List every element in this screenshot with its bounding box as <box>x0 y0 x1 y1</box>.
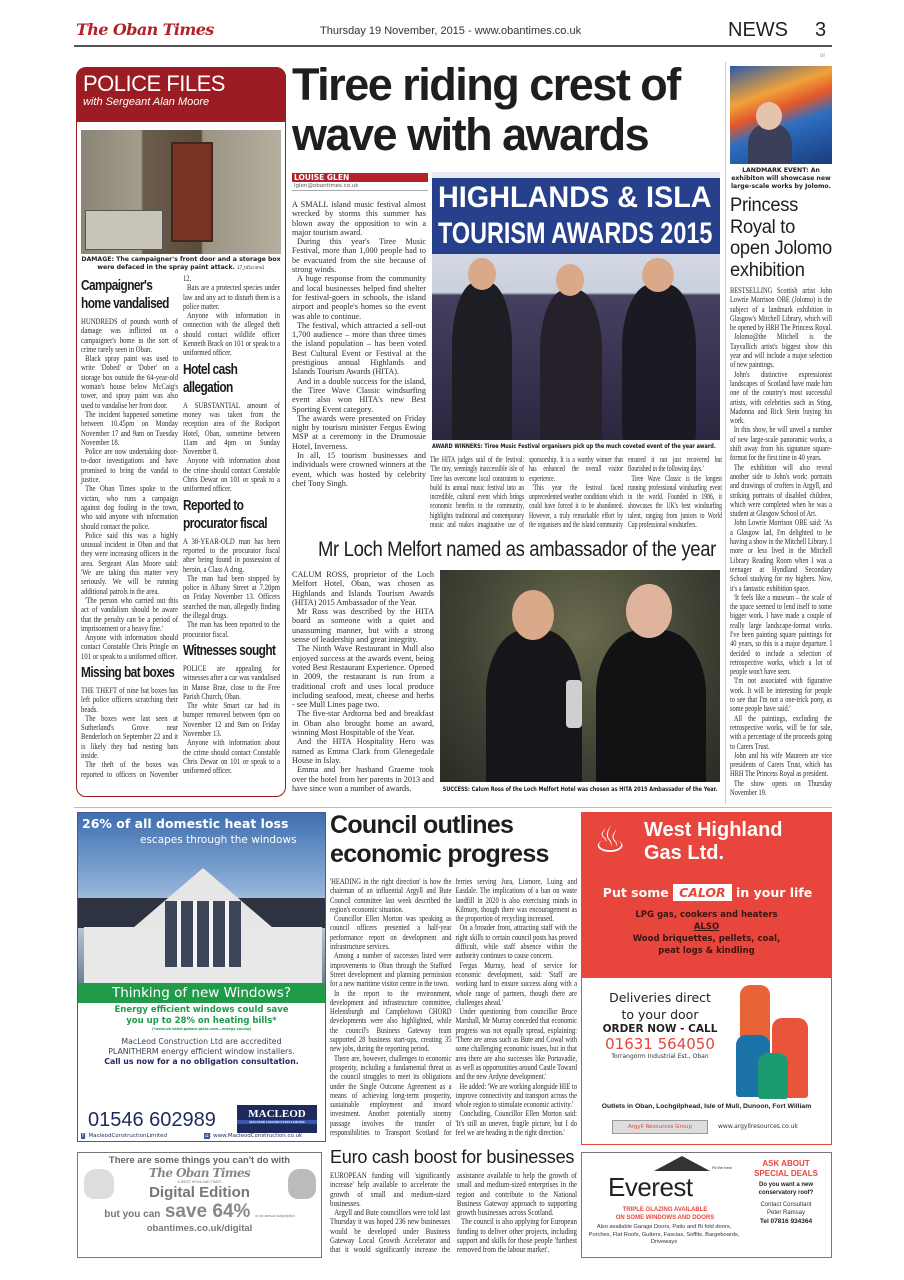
paragraph: 'HEADING in the right direction' is how the chairman of an influential Argyll and Bute Council committee last week described the region's economic situation. <box>330 877 452 914</box>
dateline: Thursday 19 November, 2015 - www.obantimes.co.uk <box>320 25 582 37</box>
presenter-figure <box>596 630 706 782</box>
gas-ad-top <box>582 813 831 978</box>
melfort-text-box <box>292 570 434 804</box>
website-text: : www.MacleodConstruction.co.uk <box>209 1133 303 1139</box>
police-files-banner <box>77 68 285 122</box>
paragraph: Police are now undertaking door-to-door investigations and have promised to bring the vandal to justice. <box>81 447 179 485</box>
product-line: LPG gas, cookers and heaters <box>635 910 778 920</box>
award-trophy <box>566 680 582 728</box>
police-files-title: POLICE FILES <box>83 71 225 96</box>
paragraph: He added: 'We are working alongside HIE to improve connectivity and transport across the whole region to stimulate economic activity.' <box>455 1081 577 1110</box>
gas-website[interactable]: www.argyllresources.co.uk <box>718 1123 798 1130</box>
jolomo-caption-box <box>730 167 832 192</box>
heat-loss-line2-box <box>140 834 322 848</box>
argyll-resources-logo: Argyll Resources Group <box>612 1120 708 1134</box>
order-now: ORDER NOW - CALL <box>602 1023 718 1035</box>
claim-source: (*www.uk-saint-gobain-glass.com—energy saving) <box>151 1027 252 1031</box>
tiree-award-photo <box>432 172 720 440</box>
vandalised-door-photo <box>81 130 281 254</box>
paragraph: Under questioning from councillor Bruce Marshall, Mr Murray conceded that economic progress was not equally spread, explaining: 'There are areas such as Bute and Cowal with some challenging economic issues, but in that area there are also successes like Portavadie, as well as opportunities around Castle Toward and the new Ardyne development.' <box>455 1007 577 1082</box>
ad-claim <box>78 1005 325 1032</box>
backdrop-line-box <box>438 216 714 252</box>
front-door <box>171 142 213 242</box>
paragraph: Among a number of successes listed were improvements to Oban through the Stafford Street development and planning permission for a new maritime visitor centre in the town. <box>330 951 452 989</box>
paragraph: In this show, he will unveil a number of new large-scale panoramic works, a shift away from his signature square-format for the first time in 40 years. <box>730 425 832 463</box>
paragraph: Emma and her husband Graeme took over the hotel from her parents in 2013 and have since won a number of awards. <box>292 765 434 793</box>
digital-save-row <box>78 1201 321 1223</box>
backdrop-line: TOURISM AWARDS 2015 <box>438 217 713 250</box>
deals-line: ASK ABOUT <box>762 1159 810 1168</box>
paragraph: The festival, which attracted a sell-out 1,700 audience – more than three times the island population – has been voted Best Cultural Event or Festival at the prestigious annual Highlands and Islands Tourism Awards (HITA). <box>292 320 426 377</box>
paragraph: There are, however, challenges to economic prosperity, including a fundamental threat as the council struggles to meet its obligations under the Single Outcome Agreement as a means of achieving long-term prosperity, sustainable employment and inward investment. Another potentially stormy passage involves the transfer of responsibilities to Transport Scotland for ferries serving Jura, Lismore, Luing and Easdale. The implications of a ban on waste landfill in 2020 is also exercising minds in Kilmory, though there was encouragement as the proportion of recycling increased. <box>330 877 577 1138</box>
masthead-logo: The Oban Times <box>76 20 214 39</box>
paragraph: The theft of the boxes was reported to officers on November 12. <box>81 274 192 779</box>
person-head <box>556 264 584 296</box>
calor-logo: CALOR <box>673 884 732 901</box>
gas-outlets-box <box>585 1103 828 1113</box>
paragraph: In the report to the environment, development and infrastructure committee, Helensburgh and Campbeltown CHORD developments were also highlighted, while the council's Business Gateway team supported 28 business start-ups, creating 35 new jobs, during the reporting period. <box>330 988 452 1054</box>
gas-outlets: Outlets in Oban, Lochgilphead, Isle of Mull, Dunoon, Fort William <box>601 1103 812 1110</box>
paragraph: Jolomo@the Mitchell is the Tayvallich artist's biggest show this year and will include a major selection of new paintings. <box>730 332 832 370</box>
paragraph: Mr Ross was described by the HITA board as someone with a quiet and unassuming manner, but with a strong sense of leadership and great integrity. <box>292 607 434 645</box>
council-text <box>330 877 577 1143</box>
paragraph: The Ninth Wave Restaurant in Mull also enjoyed success at the awards event, being voted Best Restaurant Experience. Opened in 2009, the restaurant is run from a traditional croft and uses local produce including seafood, meat, cheese and herbs - see Mull Lines page two. <box>292 644 434 710</box>
paragraph: The awards were presented on Friday night by tourism minister Fergus Ewing MSP at a ceremony in the Drumossie Hotel, Inverness. <box>292 413 426 451</box>
everest-tagline: Fit the best <box>712 1165 732 1170</box>
paragraph: Anyone with information about the crime should contact Constable Chris Dewar on 101 or speak to a uniformed officer. <box>182 738 280 776</box>
tiree-continued-box <box>430 455 722 531</box>
paragraph: John Lowrie Morrison OBE said: 'As a Glasgow lad, I'm delighted to be having a show in the Mitchell Library. I more or less lived in the Mitchell Library Reading Room when I was a teenager at Hyndland Secondary School studying for my highers. Now, it's a fantastic exhibition space. <box>730 518 832 593</box>
byline <box>292 173 428 191</box>
jolomo-text <box>730 286 832 797</box>
paragraph: EUROPEAN funding will 'significantly increase' help available to accelerate the growth of small and medium-sized businesses. <box>330 1171 451 1208</box>
calor-line-box <box>590 885 825 903</box>
heat-loss-line2: escapes through the windows <box>140 834 297 846</box>
artist-figure <box>748 124 792 164</box>
paragraph: In all, 15 tourism businesses and individuals were crowned winners at the event, which was hosted by celebrity chef Tony Singh. <box>292 451 426 488</box>
glazing-line: TRIPLE GLAZING AVAILABLE <box>622 1207 708 1213</box>
website-link[interactable] <box>204 1133 302 1139</box>
claim-line: Energy efficient windows could save <box>114 1005 289 1015</box>
paragraph: The exhibition will also reveal another side to John's work: portraits and drawings of crofters in Argyll, and striking portraits of disabled children, which were completed when he was a student at Glasgow School of Art. <box>730 462 832 519</box>
council-headline: Council outlines economic progress <box>330 811 549 868</box>
cta-box <box>78 1057 325 1067</box>
jolomo-photo-caption: LANDMARK EVENT: An exhibiton will showcase new large-scale works by Jolomo. <box>730 167 832 190</box>
heat-loss-line1: 26% of all domestic heat loss <box>82 816 289 831</box>
paragraph: Argyll and Bute councillors were told last Thursday it was hoped 236 new businesses would be developed under Business Gateway Local Growth Accelerator and that it would significantly increase the assistance available to help the growth of small and medium-sized enterprises in the region and contribute to the National Business Gateway approach to supporting growth businesses across Scotland. <box>330 1171 577 1255</box>
paragraph: The five-star Ardtorna bed and breakfast in Oban also brought home an award, winning Most Hospitable of the Year. <box>292 709 434 738</box>
paragraph: BESTSELLING Scottish artist John Lowrie Morrison OBE (Jolomo) is the subject of a landmark exhibition in Glasgow's Mitchell Library, which will be opened by HRH The Princess Royal. <box>730 286 832 333</box>
paragraph: The council is also applying for European funding to deliver other projects, including support and skills for those people 'furthest removed from the labour market'. <box>456 1217 577 1255</box>
paragraph: Police said this was a highly unusual incident in Oban and that they were increasing officers in the area. Sergeant Alan Moore said: 'We are taking this matter very seriously. We will be running additional patrols in the area. <box>81 530 179 596</box>
paragraph: THE THEFT of nine bat boxes has left police officers scratching their heads. <box>81 685 179 714</box>
west-highland-gas-ad[interactable] <box>581 812 832 1145</box>
euro-headline-box <box>330 1146 576 1169</box>
police-files-subtitle: with Sergeant Alan Moore <box>83 96 210 108</box>
calor-line <box>590 885 825 900</box>
storage-box <box>85 210 163 250</box>
paragraph: Bats are a protected species under law and any act to disturb them is a police matter. <box>182 283 280 311</box>
police-photo-caption <box>77 254 285 274</box>
logo-sub: MACLEOD CONSTRUCTION LIMITED <box>237 1120 317 1124</box>
put-some: Put some <box>602 885 669 900</box>
claim-line: you up to 28% on heating bills* <box>126 1016 277 1026</box>
facebook-text: : MacleodConstructionLimited <box>84 1133 167 1139</box>
paragraph: And in a double success for the island, the Tiree Wave Classic windsurfing event also won HITA's new Best Sporting Event category. <box>292 376 426 414</box>
byline-email[interactable]: lglen@obantimes.co.uk <box>292 182 428 191</box>
melfort-photo <box>440 570 720 782</box>
council-headline-box <box>330 811 578 873</box>
digital-edition-title: Digital Edition <box>149 1184 250 1201</box>
tiree-lead-box <box>292 200 426 528</box>
name-line: Gas Ltd. <box>644 842 725 864</box>
euro-text <box>330 1171 577 1257</box>
paragraph: A huge response from the community and local businesses helped find shelter for festival-goers in schools, the island airport and people's homes so the event was able to continue. <box>292 274 426 321</box>
delivery-line: to your door <box>621 1007 699 1022</box>
corner-mark: or <box>820 53 826 59</box>
contact-name: Peter Ramsay <box>766 1210 805 1216</box>
everest-also: Also available Garage Doors, Patio and Bi fold doors, Porches, Flat Roofs, Gutters, Fascias, Soffits, Bargeboards, Driveways <box>588 1224 740 1245</box>
paragraph: 'The person who carried out this act of vandalism should be aware that the penalty can be a period of imprisonment or a heavy fine.' <box>81 595 179 633</box>
everest-deals <box>744 1159 828 1226</box>
paragraph: The show opens on Thursday November 19. <box>730 778 832 798</box>
tiree-headline: Tiree riding crest of wave with awards <box>292 59 680 160</box>
paragraph: A SUBSTANTIAL amount of money was taken from the reception area of the Rockport Hotel, Oban, sometime between 11am and 4pm on Sunday November 8. <box>182 400 280 457</box>
paragraph: Concluding, Councillor Ellen Morton said: 'It's still an uneven, fragile picture, but I do feel we are heading in the right direction.' <box>455 1109 577 1138</box>
police-files-box <box>76 67 286 797</box>
everest-ad[interactable] <box>581 1152 832 1258</box>
digital-edition-ad[interactable] <box>77 1152 322 1258</box>
paragraph: The white Smart car had its bumper removed between 6pm on November 12 and 9am on Friday November 13. <box>182 701 280 738</box>
backdrop-line-box <box>438 180 714 216</box>
paragraph: All the paintings, excluding the retrospective works, will be for sale, with a percentage of the proceeds going to Carers Trust. <box>730 713 832 751</box>
person-head <box>512 590 554 640</box>
jolomo-text-box <box>730 286 832 802</box>
police-articles <box>81 274 280 784</box>
house-photo <box>78 813 325 983</box>
delivery-info <box>588 989 732 1060</box>
digital-masthead-sub: & WEST HIGHLAND TIMES <box>177 1180 222 1184</box>
product-line: peat logs & kindling <box>658 946 755 956</box>
digital-line1: There are some things you can't do with <box>108 1155 291 1166</box>
person-head <box>626 584 672 638</box>
photo-ref: 17_t45crime1 <box>237 265 265 270</box>
caption-text: DAMAGE: The campaigner's front door and a storage box were defaced in the spray paint attack. <box>81 256 281 271</box>
digital-save: save 64% <box>164 1201 251 1222</box>
paragraph: The incident happened sometime between 10.45pm on Monday November 17 and 9am on Tuesday November 18. <box>81 409 179 447</box>
digital-masthead: The Oban Times <box>148 1166 251 1180</box>
section-divider <box>74 807 832 808</box>
article-headline: Witnesses sought <box>182 642 276 659</box>
article-headline: Missing bat boxes <box>81 664 175 681</box>
heat-loss-line1-box <box>82 816 322 832</box>
council-text-box <box>330 877 577 1143</box>
paragraph: Anyone with information should contact Constable Chris Pringle on 101 or speak to a uniformed officer. <box>81 633 179 661</box>
cta-line: Call us now for a no obligation consultation. <box>104 1057 299 1066</box>
gas-company-name <box>644 819 783 865</box>
gas-phone[interactable]: 01631 564050 <box>605 1035 715 1053</box>
paragraph: Councillor Ellen Morton was speaking as council officers presented a half-year performance report on development and infrastructure services. <box>330 914 452 952</box>
paragraph: The man has been reported to the procurator fiscal. <box>182 620 280 639</box>
jolomo-photo <box>730 66 832 164</box>
windows <box>165 901 241 967</box>
digital-url[interactable]: obantimes.co.uk/digital <box>146 1223 253 1234</box>
paragraph: The man had been stopped by police in Albany Street at 7.20pm on Friday November 13. Officers searched the man, allegedly finding the illegal drugs. <box>182 573 280 621</box>
paragraph: POLICE are appealing for witnesses after a car was vandalised in Manse Brae, close to the Free Parish Church, Oban. <box>182 663 280 701</box>
person-figure <box>622 284 696 440</box>
ad-banner: Thinking of new Windows? <box>78 983 325 1003</box>
web-icon: ⌂ <box>205 1133 209 1139</box>
everest-glazing <box>590 1206 740 1222</box>
paragraph: The Oban Times spoke to the victim, who runs a campaign against dog fouling in the town, who said anyone with information should contact the police. <box>81 484 179 531</box>
jolomo-headline-box <box>730 195 832 282</box>
macleod-logo <box>237 1105 317 1133</box>
in-your-life: in your life <box>736 885 813 900</box>
contact-line: Contact Consultant <box>760 1202 812 1208</box>
paragraph: And the HITA Hospitality Hero was named as Emma Clark from Glenegedale House in Islay. <box>292 737 434 765</box>
gas-address: Torrangorm Industrial Est., Oban <box>611 1053 709 1060</box>
paragraph: Anyone with information in connection with the alleged theft should contact wildlife officer Kenneth Brack on 101 or speak to a uniformed officer. <box>182 311 280 358</box>
melfort-headline: Mr Loch Melfort named as ambassador of the year <box>318 537 717 561</box>
body-line: MacLeod Construction Ltd are accredited <box>121 1037 282 1046</box>
glazing-line: ON SOME WINDOWS AND DOORS <box>615 1215 715 1221</box>
article-headline: Hotel cash allegation <box>182 361 238 396</box>
paragraph: 'It feels like a museum – the scale of the space seemed to lend itself to some bigger work. I have made a couple of really large landscape-format works. I've been painting square paintings for 40 years, so this is a major departure. I decided to include a selection of retrospective works, which a lot of people won't have seen. <box>730 592 832 677</box>
person-head <box>642 258 674 292</box>
paragraph: Black spray paint was used to write 'Dobed' or 'Dober' on a storage box outside the 64-year-old woman's house below McCaig's tower, and spray paint was also used to vandalise her front door. <box>81 354 179 410</box>
also-line: ALSO <box>693 922 720 932</box>
gas-bottle-icon <box>758 1053 788 1099</box>
paragraph: The boxes were last seen at Sutherland's Grove near Benderloch on September 22 and it is likely they had nesting bats inside. <box>81 713 179 761</box>
melfort-caption-box <box>440 786 720 795</box>
digital-annual: on an annual subscription <box>254 1214 295 1218</box>
facebook-link[interactable] <box>81 1133 167 1139</box>
jolomo-headline: Princess Royal to open Jolomo exhibition <box>730 194 832 281</box>
body-line: PLANITHERM energy efficient window installers. <box>108 1047 295 1056</box>
paragraph: John's distinctive expressionist landscapes of Scotland have made him one of the country's most successful artists, with celebrities such as Sting, Madonna and Rick Stein buying his work. <box>730 369 832 426</box>
tiree-continued-text <box>430 455 722 531</box>
deals-question: Do you want a new conservatory roof? <box>758 1182 814 1196</box>
paragraph: Fergus Murray, head of service for economic development, said: 'Staff are working hard to ensure success along with a whole range of partners, though there are challenges ahead.' <box>455 960 577 1007</box>
tiree-caption-box <box>432 443 720 452</box>
backdrop-line: HIGHLANDS & ISLA <box>438 181 712 214</box>
tiree-lead-text <box>292 200 426 488</box>
paragraph: John and his wife Maureen are vice presidents of Carers Trust, which has HRH The Princess Royal as president. <box>730 750 832 779</box>
column-divider <box>725 62 726 804</box>
article-headline: Campaigner's home vandalised <box>81 278 169 312</box>
everest-phone[interactable]: Tel 07816 934364 <box>759 1218 813 1225</box>
header-rule <box>74 45 832 47</box>
digital-but: but you can <box>104 1209 161 1220</box>
paragraph: A SMALL island music festival almost wrecked by storms this summer has blown away the opposition to win a major tourism award. <box>292 200 426 237</box>
police-articles-area <box>81 274 280 784</box>
paragraph: Tiree Wave Classic is the longest running professional windsurfing event in the world. Founded in 1986, it showcases the UK's best windsurfing talent, ranging from juniors to World Cup professional windsurfers. <box>627 473 722 530</box>
paragraph: On a broader front, attracting staff with the right skills to certain council posts has proved difficult, while staff absence within the authority continues to cause concern. <box>455 923 577 961</box>
euro-text-box <box>330 1171 577 1257</box>
deals-line: SPECIAL DEALS <box>754 1169 818 1178</box>
melfort-headline-box <box>318 536 722 563</box>
byline-name: LOUISE GLEN <box>292 173 428 182</box>
euro-headline: Euro cash boost for businesses <box>330 1146 575 1167</box>
paragraph: HUNDREDS of pounds worth of damage was inflicted on a campaigner's home in the sort of crime rarely seen in Oban. <box>81 317 179 354</box>
everest-logo: Everest <box>608 1172 693 1202</box>
tiree-photo-caption: AWARD WINNERS: Tiree Music Festival organisers pick up the much coveted event of the year award. <box>432 443 716 450</box>
paragraph: During this year's Tiree Music Festival, more than 1,000 people had to be evacuated from the site because of strong winds. <box>292 237 426 275</box>
gas-products <box>582 909 831 957</box>
person-figure <box>540 290 602 440</box>
product-line: Wood briquettes, pellets, coal, <box>632 934 781 944</box>
paragraph: Anyone with information about the crime should contact Constable Chris Dewar on 101 or speak to a uniformed officer. <box>182 456 280 494</box>
flame-icon: ♨ <box>594 820 627 861</box>
paragraph: 'This year the festival faced unprecedented weather conditions which could have forced it to be abandoned. However, a truly remarkable effort by the organisers and the island community ensured it not just recovered but flourished in the following days.' <box>528 455 722 530</box>
page-number: 3 <box>815 19 827 41</box>
melfort-photo-caption: SUCCESS: Calum Ross of the Loch Melfort Hotel was chosen as HITA 2015 Ambassador of the Year. <box>442 786 718 793</box>
melfort-text <box>292 570 434 793</box>
article-headline: Reported to procurator fiscal <box>182 497 268 532</box>
paragraph: 'I'm not associated with figurative work. It will be interesting for people to see that I'm not a one-trick pony, as some people have said.' <box>730 676 832 714</box>
tiree-headline-box <box>292 60 722 168</box>
logo-text: MACLEOD <box>248 1108 306 1120</box>
paragraph: The HITA judges said of the festival: 'The tiny, seemingly inaccessible isle of Tiree has overcome local constraints to build its annual music festival into an incredible, cultural event which brings economic benefits to the community, highlights traditional and contemporary music and makes imaginative use of sponsorship. It is a worthy winner that has enhanced the overall visitor experience. <box>430 455 624 530</box>
mountain-icon <box>654 1156 710 1171</box>
ad-body <box>78 1037 325 1067</box>
artist-head <box>756 102 782 130</box>
person-head <box>468 258 496 290</box>
paragraph: CALUM ROSS, proprietor of the Loch Melfort Hotel, Oban, was chosen as Highlands and Islands Tourism Awards (HITA) 2015 Ambassador of the Year. <box>292 570 434 607</box>
paragraph: A 38-YEAR-OLD man has been reported to the procurator fiscal after being found in possession of heroin, a Class A drug. <box>182 536 280 574</box>
delivery-line: Deliveries direct <box>609 990 711 1005</box>
person-figure <box>452 282 512 440</box>
macleod-phone[interactable]: 01546 602989 <box>88 1109 216 1131</box>
section-label: NEWS <box>728 19 788 41</box>
name-line: West Highland <box>644 819 783 841</box>
facebook-icon: f <box>82 1133 84 1139</box>
macleod-ad[interactable] <box>77 812 326 1142</box>
